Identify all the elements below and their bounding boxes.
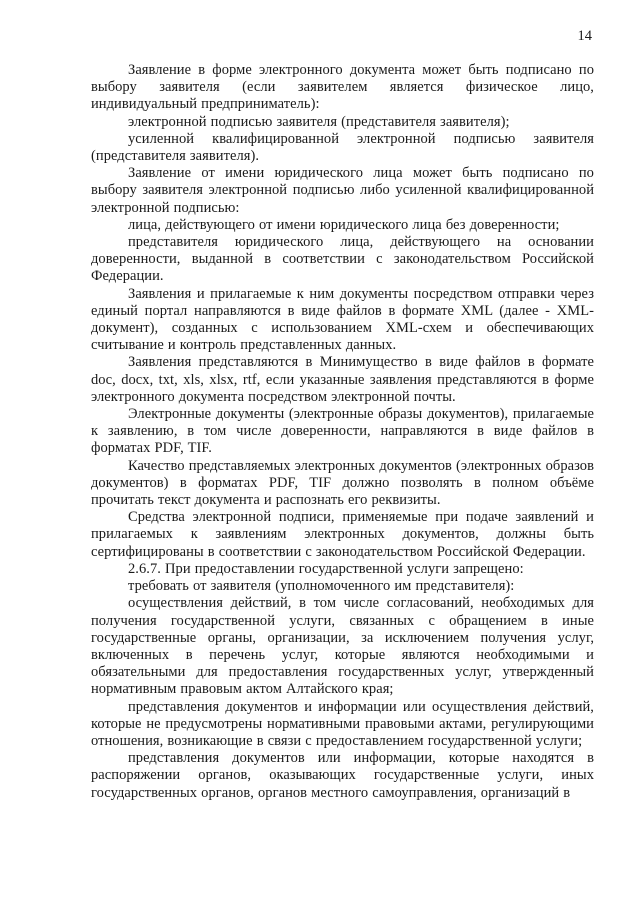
page-number: 14 xyxy=(577,28,592,44)
document-body xyxy=(91,62,594,802)
paragraph: представителя юридического лица, действующего на основании доверенности, выданной в соответствии с законодательством Российской Федерации. xyxy=(91,234,594,285)
paragraph: Заявления и прилагаемые к ним документы посредством отправки через единый портал направляются в виде файлов в формате XML (далее - XML-документ), созданных с использованием XML-схем и обеспечивающих считывание и контроль представленных данных. xyxy=(91,285,594,354)
paragraph: осуществления действий, в том числе согласований, необходимых для получения государственной услуги, связанных с обращением в иные государственные органы, организации, за исключением получения услуг, включенных в перечень услуг, которые являются необходимыми и обязательными для предоставления государственных услуг, утвержденный нормативным правовым актом Алтайского края; xyxy=(91,595,594,698)
paragraph: Заявления представляются в Минимущество в виде файлов в формате doc, docx, txt, xls, xlsx, rtf, если указанные заявления представляются в форме электронного документа посредством электронной почты. xyxy=(91,354,594,405)
paragraph: лица, действующего от имени юридического лица без доверенности; xyxy=(128,216,560,233)
paragraph: Средства электронной подписи, применяемые при подаче заявлений и прилагаемых к заявлениям электронных документов, должны быть сертифицированы в соответствии с законодательством Российской Федерации. xyxy=(91,509,594,560)
paragraph: представления документов и информации или осуществления действий, которые не предусмотрены нормативными правовыми актами, регулирующими отношения, возникающие в связи с предоставлением государственной услуги; xyxy=(91,698,594,749)
paragraph: Заявление от имени юридического лица может быть подписано по выбору заявителя электронной подписью либо усиленной квалифицированной электронной подписью: xyxy=(91,165,594,216)
paragraph: усиленной квалифицированной электронной подписью заявителя (представителя заявителя). xyxy=(91,130,594,165)
paragraph: Заявление в форме электронного документа может быть подписано по выбору заявителя (если заявителем является физическое лицо, индивидуальный предприниматель): xyxy=(91,62,594,113)
paragraph: 2.6.7. При предоставлении государственной услуги запрещено: xyxy=(128,560,524,577)
paragraph: электронной подписью заявителя (представителя заявителя); xyxy=(128,113,510,130)
paragraph: Электронные документы (электронные образы документов), прилагаемые к заявлению, в том числе доверенности, направляются в виде файлов в форматах PDF, TIF. xyxy=(91,406,594,457)
paragraph: Качество представляемых электронных документов (электронных образов документов) в форматах PDF, TIF должно позволять в полном объёме прочитать текст документа и распознать его реквизиты. xyxy=(91,457,594,509)
paragraph: представления документов или информации, которые находятся в распоряжении органов, оказывающих государственные услуги, иных государственных органов, органов местного самоуправления, организаций в xyxy=(91,750,594,801)
paragraph: требовать от заявителя (уполномоченного им представителя): xyxy=(128,578,515,595)
